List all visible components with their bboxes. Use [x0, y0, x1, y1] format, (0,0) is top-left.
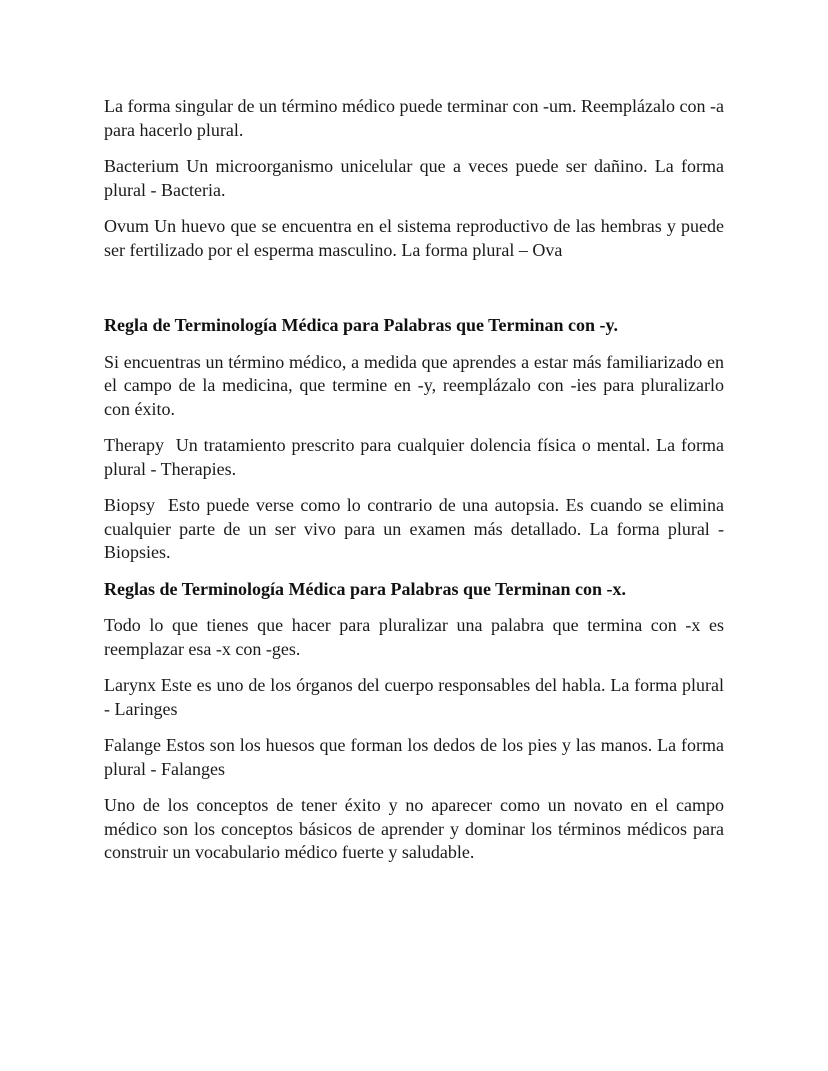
- paragraph-x-rule: Todo lo que tienes que hacer para pluralizar una palabra que termina con -x es reemplazar esa -x con -ges.: [104, 615, 724, 659]
- heading-x-rule: Reglas de Terminología Médica para Palabras que Terminan con -x.: [104, 578, 627, 599]
- paragraph-therapy: Therapy Un tratamiento prescrito para cualquier dolencia física o mental. La forma plural - Therapies.: [104, 435, 729, 479]
- document-page: [104, 95, 729, 878]
- paragraph-y-rule: Si encuentras un término médico, a medida que aprendes a estar más familiarizado en el campo de la medicina, que termine en -y, reemplázalo con -ies para pluralizarlo con éxito.: [104, 351, 724, 419]
- paragraph-ovum: Ovum Un huevo que se encuentra en el sistema reproductivo de las hembras y puede ser fertilizado por el esperma masculino. La forma plural – Ova: [104, 216, 724, 260]
- paragraph-falange: Falange Estos son los huesos que forman los dedos de los pies y las manos. La forma plural - Falanges: [104, 735, 724, 779]
- paragraph-biopsy: Biopsy Esto puede verse como lo contrario de una autopsia. Es cuando se elimina cualquier parte de un ser vivo para un examen más detallado. La forma plural - Biopsies.: [104, 495, 729, 562]
- paragraph-um-rule: La forma singular de un término médico puede terminar con -um. Reemplázalo con -a para hacerlo plural.: [104, 96, 724, 140]
- section-spacer: [104, 275, 724, 314]
- paragraph-larynx: Larynx Este es uno de los órganos del cuerpo responsables del habla. La forma plural - Laringes: [104, 675, 724, 719]
- paragraph-conclusion: Uno de los conceptos de tener éxito y no aparecer como un novato en el campo médico son los conceptos básicos de aprender y dominar los términos médicos para construir un vocabulario médico fuerte y saludable.: [104, 795, 724, 862]
- paragraph-bacterium: Bacterium Un microorganismo unicelular que a veces puede ser dañino. La forma plural - Bacteria.: [104, 156, 724, 200]
- heading-y-rule: Regla de Terminología Médica para Palabras que Terminan con -y.: [104, 315, 619, 335]
